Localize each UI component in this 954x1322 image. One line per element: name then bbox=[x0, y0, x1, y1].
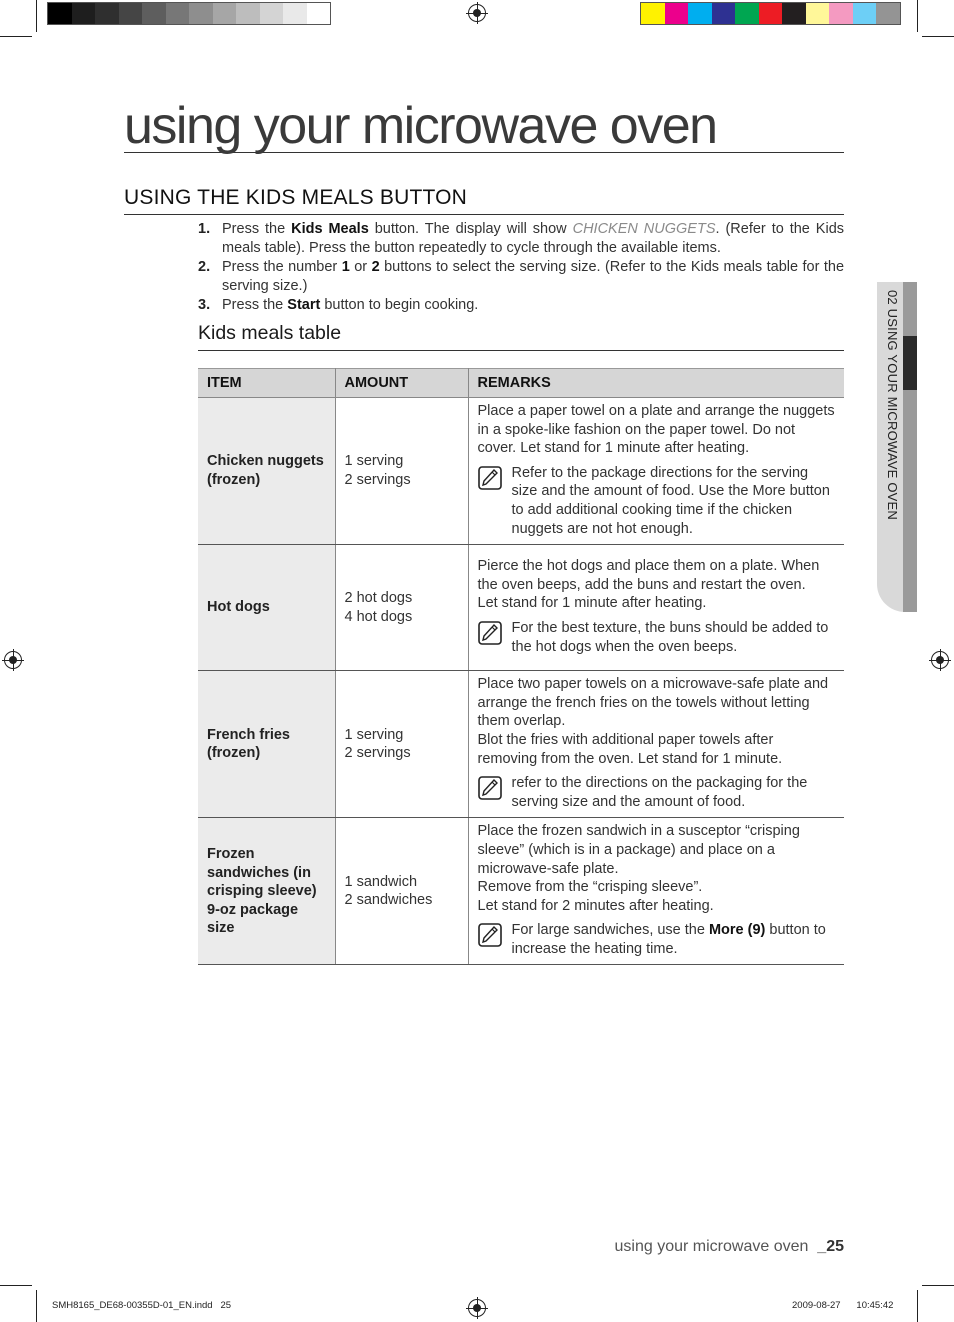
grayscale-color-bar bbox=[47, 2, 331, 25]
steps-list bbox=[198, 220, 844, 315]
color-swatch bbox=[95, 3, 119, 24]
note-pencil-icon bbox=[478, 621, 502, 645]
chapter-tab-label: 02 USING YOUR MICROWAVE OVEN bbox=[885, 290, 900, 521]
color-swatch bbox=[142, 3, 166, 24]
remarks-cell: Place two paper towels on a microwave-safe plate and arrange the french fries on the towels without letting them overlap. Blot the fries with additional paper towels after removing from the oven. Let stand for 1 minute. refer to the directions on the packaging for the serving size and the amount of food. bbox=[468, 671, 844, 818]
section-heading: USING THE KIDS MEALS BUTTON bbox=[124, 186, 844, 215]
color-swatch bbox=[48, 3, 72, 24]
color-swatch bbox=[72, 3, 96, 24]
amount-cell: 2 hot dogs 4 hot dogs bbox=[335, 545, 468, 671]
step-text: Press the Start button to begin cooking. bbox=[222, 297, 479, 313]
registration-mark-icon bbox=[4, 651, 22, 669]
amount-cell: 1 sandwich 2 sandwiches bbox=[335, 818, 468, 965]
remarks-cell: Pierce the hot dogs and place them on a plate. When the oven beeps, add the buns and restart the oven. Let stand for 1 minute after heating. For the best texture, the buns should be added to the hot dogs when the oven beeps. bbox=[468, 545, 844, 671]
remarks-cell: Place the frozen sandwich in a susceptor “crisping sleeve” (which is in a package) and place on a microwave-safe plate. Remove from the “crisping sleeve”. Let stand for 2 minutes after heating. For large sandwiches, use the More (9) button to increase the heating time. bbox=[468, 818, 844, 965]
note-text: Refer to the package directions for the serving size and the amount of food. Use the More button to add additional cooking time if the chicken nuggets are not hot enough. bbox=[511, 464, 830, 537]
note bbox=[478, 619, 836, 656]
step-3 bbox=[198, 296, 844, 315]
color-swatch bbox=[876, 3, 900, 24]
item-cell: Hot dogs bbox=[198, 545, 335, 671]
color-swatch bbox=[688, 3, 712, 24]
note-text: For large sandwiches, use the More (9) button to increase the heating time. bbox=[511, 922, 826, 957]
registration-mark-icon bbox=[931, 651, 949, 669]
color-swatch bbox=[759, 3, 783, 24]
column-header-remarks: REMARKS bbox=[468, 369, 844, 398]
color-swatch bbox=[236, 3, 260, 24]
crop-mark bbox=[922, 1285, 954, 1286]
footer-text: using your microwave oven bbox=[614, 1238, 809, 1255]
color-swatch bbox=[213, 3, 237, 24]
crop-mark bbox=[0, 1285, 32, 1286]
crop-mark bbox=[0, 36, 32, 37]
column-header-item: ITEM bbox=[198, 369, 335, 398]
process-color-bar bbox=[640, 2, 901, 25]
step-number: 2. bbox=[198, 259, 211, 275]
crop-mark bbox=[36, 0, 37, 32]
table-row bbox=[198, 818, 844, 965]
step-number: 3. bbox=[198, 297, 211, 313]
table-row bbox=[198, 671, 844, 818]
color-swatch bbox=[782, 3, 806, 24]
color-swatch bbox=[307, 3, 331, 24]
step-number: 1. bbox=[198, 221, 211, 237]
remarks-cell: Place a paper towel on a plate and arrange the nuggets in a spoke-like fashion on the paper towel. Do not cover. Let stand for 1 minute after heating. Refer to the package directions for the serving size and the amount of food. Use the More button to add additional cooking time if the chicken nuggets are not hot enough. bbox=[468, 398, 844, 545]
page-title: using your microwave oven bbox=[124, 96, 844, 153]
item-cell: Chicken nuggets (frozen) bbox=[198, 398, 335, 545]
color-swatch bbox=[712, 3, 736, 24]
page-footer bbox=[615, 1238, 844, 1256]
crop-mark bbox=[917, 0, 918, 32]
print-slug-file: SMH8165_DE68-00355D-01_EN.indd 25 bbox=[52, 1300, 232, 1311]
color-swatch bbox=[166, 3, 190, 24]
chapter-tab-strip bbox=[903, 390, 917, 612]
registration-mark-icon bbox=[468, 4, 486, 22]
color-swatch bbox=[735, 3, 759, 24]
note-pencil-icon bbox=[478, 923, 502, 947]
amount-cell: 1 serving 2 servings bbox=[335, 671, 468, 818]
color-swatch bbox=[189, 3, 213, 24]
step-text: Press the number 1 or 2 buttons to select the serving size. (Refer to the Kids meals table for the serving size.) bbox=[222, 259, 845, 294]
color-swatch bbox=[806, 3, 830, 24]
note bbox=[478, 774, 836, 811]
kids-meals-table bbox=[198, 368, 844, 965]
amount-cell: 1 serving 2 servings bbox=[335, 398, 468, 545]
note-pencil-icon bbox=[478, 776, 502, 800]
item-cell: French fries (frozen) bbox=[198, 671, 335, 818]
note bbox=[478, 921, 836, 958]
chapter-tab-marker bbox=[903, 336, 917, 390]
column-header-amount: AMOUNT bbox=[335, 369, 468, 398]
step-2 bbox=[198, 258, 844, 296]
color-swatch bbox=[829, 3, 853, 24]
print-slug-date: 2009-08-27 10:45:42 bbox=[792, 1300, 894, 1311]
color-swatch bbox=[283, 3, 307, 24]
color-swatch bbox=[665, 3, 689, 24]
chapter-tab-strip bbox=[903, 282, 917, 336]
color-swatch bbox=[641, 3, 665, 24]
color-swatch bbox=[853, 3, 877, 24]
color-swatch bbox=[119, 3, 143, 24]
step-1 bbox=[198, 220, 844, 258]
step-text: Press the Kids Meals button. The display will show CHICKEN NUGGETS. (Refer to the Kids meals table). Press the button repeatedly to cycle through the available items. bbox=[222, 221, 845, 256]
note bbox=[478, 464, 836, 538]
crop-mark bbox=[917, 1290, 918, 1322]
table-row bbox=[198, 398, 844, 545]
note-text: For the best texture, the buns should be added to the hot dogs when the oven beeps. bbox=[511, 619, 829, 655]
page-number: _25 bbox=[817, 1238, 844, 1255]
table-heading: Kids meals table bbox=[198, 322, 844, 351]
item-cell: Frozen sandwiches (in crisping sleeve) 9-oz package size bbox=[198, 818, 335, 965]
crop-mark bbox=[922, 36, 954, 37]
display-text: CHICKEN NUGGETS bbox=[572, 221, 716, 237]
color-swatch bbox=[260, 3, 284, 24]
table-row bbox=[198, 545, 844, 671]
crop-mark bbox=[36, 1290, 37, 1322]
note-pencil-icon bbox=[478, 466, 502, 490]
note-text: refer to the directions on the packaging for the serving size and the amount of food. bbox=[511, 775, 808, 810]
table-header-row bbox=[198, 369, 844, 398]
registration-mark-icon bbox=[468, 1299, 486, 1317]
